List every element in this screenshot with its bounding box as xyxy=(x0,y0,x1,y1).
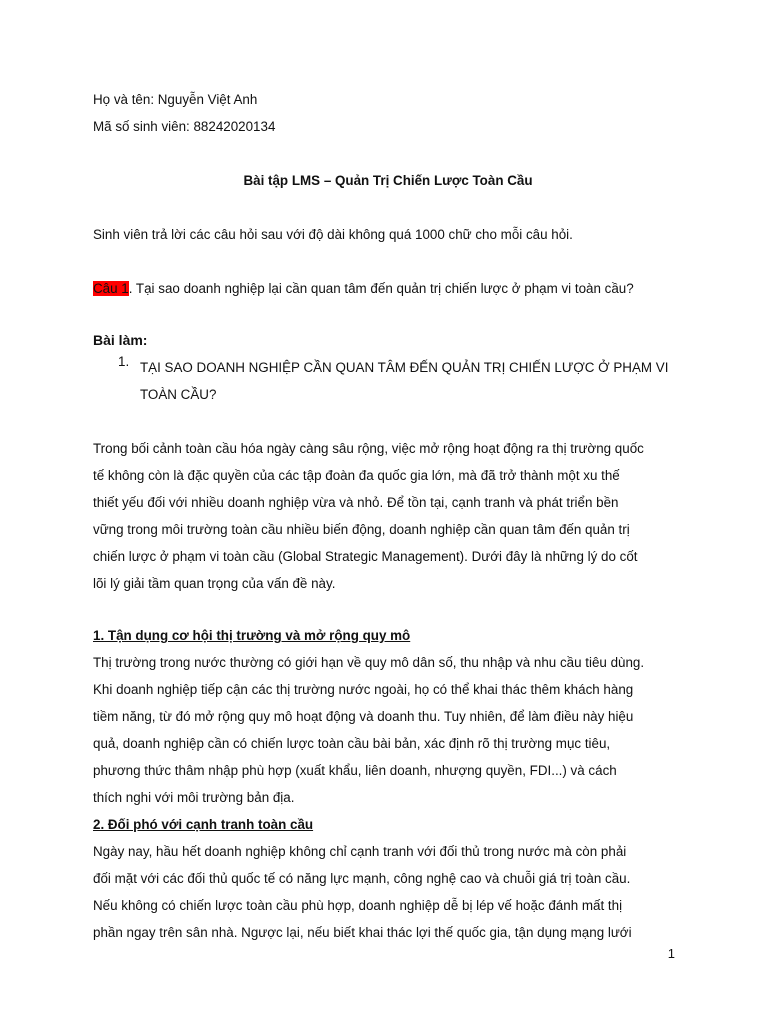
paragraph-line: chiến lược ở phạm vi toàn cầu (Global Strategic Management). Dưới đây là những lý do cốt xyxy=(93,549,638,564)
paragraph-line: phương thức thâm nhập phù hợp (xuất khẩu, liên doanh, nhượng quyền, FDI...) và cách xyxy=(93,763,617,778)
paragraph-line: Nếu không có chiến lược toàn cầu phù hợp, doanh nghiệp dễ bị lép vế hoặc đánh mất thị xyxy=(93,898,623,913)
section-2-paragraph xyxy=(93,838,683,946)
paragraph-line: phần ngay trên sân nhà. Ngược lại, nếu biết khai thác lợi thế quốc gia, tận dụng mạng lưới xyxy=(93,925,632,940)
question-text: . Tại sao doanh nghiệp lại cần quan tâm đến quản trị chiến lược ở phạm vi toàn cầu? xyxy=(128,281,634,296)
spacer xyxy=(93,408,683,435)
spacer xyxy=(93,597,683,622)
paragraph-line: thiết yếu đối với nhiều doanh nghiệp vừa và nhỏ. Để tồn tại, cạnh tranh và phát triển bền xyxy=(93,495,619,510)
paragraph-line: lõi lý giải tầm quan trọng của vấn đề này. xyxy=(93,576,336,591)
student-name: Họ và tên: Nguyễn Việt Anh xyxy=(93,92,258,107)
page-number: 1 xyxy=(667,946,675,961)
question-label: Câu 1 xyxy=(93,281,129,296)
section-1-heading: 1. Tận dụng cơ hội thị trường và mở rộng quy mô xyxy=(93,628,411,643)
paragraph-line: Khi doanh nghiệp tiếp cận các thị trường nước ngoài, họ có thể khai thác thêm khách hàng xyxy=(93,682,634,697)
paragraph-line: Ngày nay, hầu hết doanh nghiệp không chỉ cạnh tranh với đối thủ trong nước mà còn phải xyxy=(93,844,627,859)
paragraph-line: thích nghi với môi trường bản địa. xyxy=(93,790,295,805)
list-item-line: TOÀN CẦU? xyxy=(140,387,217,402)
paragraph-line: tế không còn là đặc quyền của các tập đoàn đa quốc gia lớn, mà đã trở thành một xu thế xyxy=(93,468,620,483)
numbered-list-item xyxy=(93,354,683,408)
section-2-heading: 2. Đối phó với cạnh tranh toàn cầu xyxy=(93,817,314,832)
question-line xyxy=(93,275,683,302)
paragraph-line: tiềm năng, từ đó mở rộng quy mô hoạt động và doanh thu. Tuy nhiên, để làm điều này hiệu xyxy=(93,709,634,724)
intro-paragraph xyxy=(93,435,683,597)
spacer xyxy=(93,194,683,221)
student-id: Mã số sinh viên: 88242020134 xyxy=(93,119,276,134)
instruction-text: Sinh viên trả lời các câu hỏi sau với độ dài không quá 1000 chữ cho mỗi câu hỏi. xyxy=(93,227,573,242)
list-item-line: TẠI SAO DOANH NGHIỆP CẦN QUAN TÂM ĐẾN QUẢN TRỊ CHIẾN LƯỢC Ở PHẠM VI xyxy=(140,360,669,375)
section-1-paragraph xyxy=(93,649,683,811)
paragraph-line: Trong bối cảnh toàn cầu hóa ngày càng sâu rộng, việc mở rộng hoạt động ra thị trường quốc xyxy=(93,441,644,456)
paragraph-line: Thị trường trong nước thường có giới hạn về quy mô dân số, thu nhập và nhu cầu tiêu dùng. xyxy=(93,655,645,670)
document-body xyxy=(93,86,683,946)
answer-heading: Bài làm: xyxy=(93,332,148,348)
list-number: 1. xyxy=(118,354,130,369)
paragraph-line: vững trong môi trường toàn cầu nhiều biến động, doanh nghiệp cần quan tâm đến quản trị xyxy=(93,522,630,537)
document-title: Bài tập LMS – Quản Trị Chiến Lược Toàn Cầu xyxy=(243,173,533,188)
paragraph-line: đối mặt với các đối thủ quốc tế có năng lực mạnh, công nghệ cao và chuỗi giá trị toàn cầu. xyxy=(93,871,631,886)
paragraph-line: quả, doanh nghiệp cần có chiến lược toàn cầu bài bản, xác định rõ thị trường mục tiêu, xyxy=(93,736,611,751)
